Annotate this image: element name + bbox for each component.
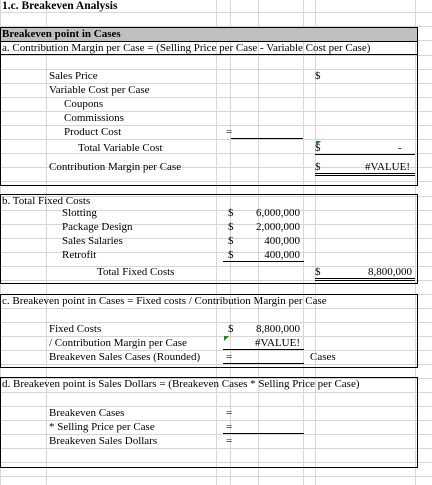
fixed-cost-value[interactable]: 400,000: [264, 249, 300, 261]
d-breakeven-dollars-label: Breakeven Sales Dollars: [49, 435, 158, 447]
fixed-cost-currency[interactable]: $: [228, 221, 234, 233]
breakeven-rounded-label: Breakeven Sales Cases (Rounded): [49, 351, 201, 363]
d-selling-price-underline: [223, 433, 304, 434]
total-variable-cost-label: Total Variable Cost: [78, 142, 163, 154]
section-c-heading: c. Breakeven point in Cases = Fixed costs / Contribution Margin per Case: [2, 295, 327, 307]
c-fixed-costs-value[interactable]: 8,800,000: [256, 323, 300, 335]
total-fixed-costs-label: Total Fixed Costs: [97, 266, 175, 278]
fixed-cost-label: Package Design: [62, 221, 133, 233]
variable-cost-label: Variable Cost per Case: [49, 84, 150, 96]
retrofit-underline: [223, 261, 304, 262]
section-b-heading: b. Total Fixed Costs: [2, 195, 91, 207]
fixed-cost-currency[interactable]: $: [228, 235, 234, 247]
fixed-cost-label: Sales Salaries: [62, 235, 123, 247]
c-fixed-costs-label: Fixed Costs: [49, 323, 102, 335]
fixed-cost-value[interactable]: 6,000,000: [256, 207, 300, 219]
section-d-heading: d. Breakeven point is Sales Dollars = (Breakeven Cases * Selling Price per Case): [2, 378, 360, 390]
fixed-cost-value[interactable]: 2,000,000: [256, 221, 300, 233]
fixed-cost-currency[interactable]: $: [228, 249, 234, 261]
error-indicator-icon: [224, 336, 229, 341]
section-a-heading: a. Contribution Margin per Case = (Selling Price per Case - Variable Cost per Case): [2, 42, 371, 54]
fixed-cost-value[interactable]: 400,000: [264, 235, 300, 247]
d-breakeven-cases-label: Breakeven Cases: [49, 407, 125, 419]
total-fixed-costs-value[interactable]: 8,800,000: [368, 266, 412, 278]
c-cm-underline: [223, 349, 304, 350]
fixed-cost-label: Retrofit: [62, 249, 97, 261]
section-header-title: Breakeven point in Cases: [2, 28, 121, 40]
product-cost-equals[interactable]: =: [226, 126, 233, 138]
breakeven-rounded-equals[interactable]: =: [226, 351, 233, 363]
total-variable-cost-currency[interactable]: $: [315, 142, 321, 154]
commissions-label: Commissions: [64, 112, 124, 124]
d-breakeven-dollars-equals[interactable]: =: [226, 435, 233, 447]
d-breakeven-cases-equals[interactable]: =: [226, 407, 233, 419]
total-variable-cost-value[interactable]: -: [398, 142, 402, 154]
breakeven-rounded-underline: [223, 363, 304, 364]
cm-per-case-currency[interactable]: $: [315, 161, 321, 173]
total-fixed-costs-currency[interactable]: $: [315, 266, 321, 278]
sales-price-currency[interactable]: $: [315, 70, 321, 82]
c-cm-per-case-value[interactable]: #VALUE!: [254, 337, 300, 349]
product-cost-underline: [231, 138, 303, 139]
total-fixed-double-underline-bottom: [315, 280, 415, 281]
total-fixed-double-underline-top: [315, 278, 415, 279]
cm-double-underline-bottom: [315, 175, 415, 176]
c-cm-per-case-label: / Contribution Margin per Case: [49, 337, 187, 349]
coupons-label: Coupons: [64, 98, 104, 110]
error-indicator-icon: [316, 141, 321, 146]
cm-per-case-value[interactable]: #VALUE!: [364, 161, 410, 173]
total-variable-cost-underline: [315, 154, 415, 155]
fixed-cost-label: Slotting: [62, 207, 97, 219]
product-cost-label: Product Cost: [64, 126, 122, 138]
c-fixed-costs-currency[interactable]: $: [228, 323, 234, 335]
sales-price-label: Sales Price: [49, 70, 98, 82]
cases-label: Cases: [310, 351, 336, 363]
d-selling-price-equals[interactable]: =: [226, 421, 233, 433]
fixed-cost-currency[interactable]: $: [228, 207, 234, 219]
cm-double-underline-top: [315, 173, 415, 174]
sheet-title: 1.c. Breakeven Analysis: [2, 0, 118, 12]
d-selling-price-label: * Selling Price per Case: [49, 421, 155, 433]
cm-per-case-label: Contribution Margin per Case: [49, 161, 182, 173]
